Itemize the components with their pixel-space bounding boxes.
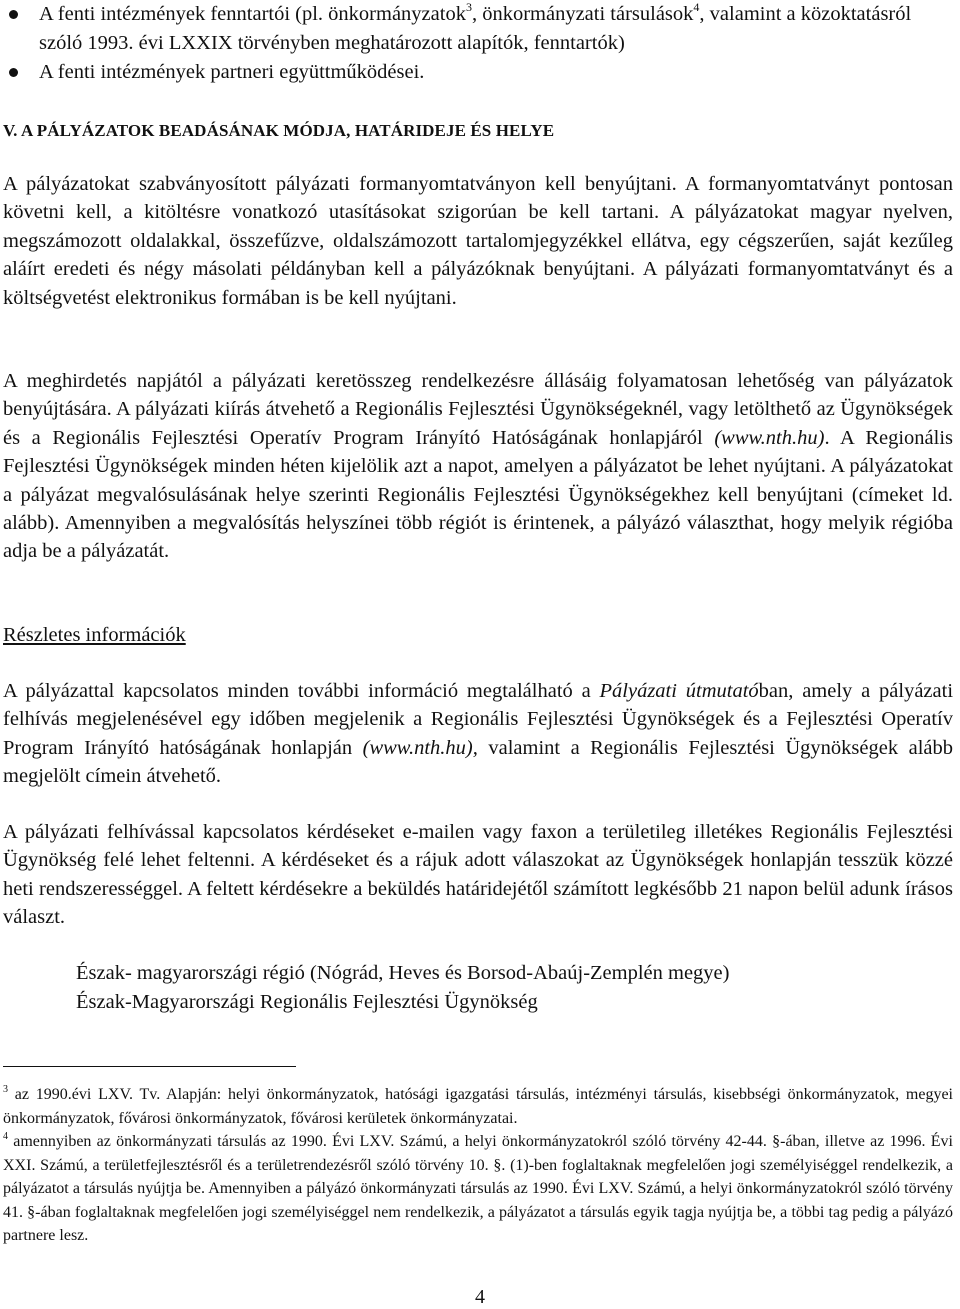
footnote xyxy=(3,1083,953,1130)
bullet-icon xyxy=(9,10,18,19)
paragraph-text: ban, amely a pályázati felhívás megjelenésével egy időben megjelenik a Regionális Fejlesztési Ügynökségek és a Fejlesztési Operatív Program Irányító hatóságának honlapján xyxy=(3,680,954,759)
footnote-divider xyxy=(3,1066,296,1067)
bullet-text: A fenti intézmények fenntartói (pl. önkormányzatok xyxy=(39,3,466,25)
website-link[interactable]: (www.nth.hu) xyxy=(714,426,825,449)
footnotes xyxy=(3,1083,953,1248)
details-heading: Részletes információk xyxy=(3,624,186,646)
paragraph xyxy=(3,677,953,791)
section-number: V. xyxy=(3,121,18,140)
footnote-number: 3 xyxy=(3,1084,8,1095)
bullet-text: A fenti intézmények partneri együttműködései. xyxy=(39,61,425,83)
page-number: 4 xyxy=(475,1286,485,1308)
section-title: A PÁLYÁZATOK BEADÁSÁNAK MÓDJA, HATÁRIDEJE ÉS HELYE xyxy=(20,121,555,140)
paragraph-text: . A Regionális Fejlesztési Ügynökségek minden héten kijelölik azt a napot, amelyen a pályázatot be lehet nyújtani. A pályázatokat a pályázat megvalósulásának helye szerinti Regionális Fejlesztési Ügynökségekhez kell benyújtani (címeket ld. alább). Amennyiben a megvalósítás helyszínei több régiót is érintenek, a pályázó választhat, hogy melyik régióba adja be a pályázatát. xyxy=(3,426,954,563)
agency-name: Észak-Magyarországi Regionális Fejlesztési Ügynökség xyxy=(76,990,538,1013)
region-address xyxy=(76,959,953,1016)
website-link[interactable]: (www.nth.hu), xyxy=(362,736,478,759)
footnote-ref[interactable]: 3 xyxy=(465,0,472,14)
guide-title: Pályázati útmutató xyxy=(599,680,759,702)
paragraph: A pályázati felhívással kapcsolatos kérdéseket e-mailen vagy faxon a területileg illetékes Regionális Fejlesztési Ügynökség felé lehet feltenni. A kérdéseket és a rájuk adott válaszokat az Ügynökségek honlapján tesszük közzé heti rendszerességgel. A feltett kérdésekre a beküldés határidejétől számított legkésőbb 21 napon belül adunk írásos választ. xyxy=(3,821,953,929)
bullet-list xyxy=(3,0,953,87)
paragraph xyxy=(3,367,953,566)
section-heading xyxy=(3,117,953,145)
paragraph-text: A meghirdetés napjától a pályázati keretösszeg rendelkezésre állásáig folyamatosan lehetőség van pályázatok benyújtására. A pályázati kiírás átvehető a Regionális Fejlesztési Ügynökségeknél, vagy letölthető az Ügynökségek és a Regionális Fejlesztési Operatív Program Irányító Hatóságának honlapjáról xyxy=(3,370,953,449)
footnote-ref[interactable]: 4 xyxy=(693,0,700,14)
region-name: Észak- magyarországi régió (Nógrád, Heves és Borsod-Abaúj-Zemplén megye) xyxy=(76,962,730,984)
footnote xyxy=(3,1130,953,1248)
list-item xyxy=(3,0,953,58)
bullet-icon xyxy=(9,68,18,77)
footnote-text: az 1990.évi LXV. Tv. Alapján: helyi önkormányzatok, hatósági igazgatási társulás, intézményi társulás, kisebbségi önkormányzatok, megyei önkormányzatok, fővárosi önkormányzatok, fővárosi kerületek önkormányzatai. xyxy=(3,1086,953,1127)
footnote-text: amennyiben az önkormányzati társulás az 1990. Évi LXV. Számú, a helyi önkormányzatokról szóló törvény 42-44. §-ában, illetve az 1996. Évi XXI. Számú, a területfejlesztésről és a területrendezésről szóló törvény 10. §. (1)-ben foglaltaknak megfelelően jogi személyiséggel rendelkezik, a pályázatot a társulás nyújtja be. Amennyiben a pályázó önkormányzati társulás az 1990. Évi LXV. Számú, a helyi önkormányzatokról szóló törvény 41. §-ában foglaltaknak megfelelően jogi személyiséggel nem rendelkezik, a pályázatot a társulás egyik tagja nyújtja be, a többi tag pedig a pályázó partnere lesz. xyxy=(3,1133,953,1244)
bullet-text: , önkormányzati társulások xyxy=(471,3,694,25)
paragraph: A pályázatokat szabványosított pályázati formanyomtatványon kell benyújtani. A formanyomtatványt pontosan követni kell, a kitöltésre vonatkozó utasításokat szigorúan be kell tartani. A pályázatokat magyar nyelven, megszámozott oldalakkal, összefűzve, oldalszámozott tartalomjegyzékkel ellátva, egy cégszerűen, saját kezűleg aláírt eredeti és négy másolati példányban kell a pályázóknak benyújtani. A pályázati formanyomtatványt és a költségvetést elektronikus formában is be kell nyújtani. xyxy=(3,173,953,309)
footnote-number: 4 xyxy=(3,1131,8,1142)
paragraph-text: A pályázattal kapcsolatos minden további információ megtalálható a xyxy=(3,680,600,702)
paragraph-text: valamint a Regionális Fejlesztési Ügynökségek alább megjelölt címein átvehető. xyxy=(3,736,953,788)
list-item xyxy=(3,58,953,87)
bullet-text: , valamint a közoktatásról szóló 1993. évi LXXIX törvényben meghatározott alapítók, fenntartók) xyxy=(39,3,912,54)
